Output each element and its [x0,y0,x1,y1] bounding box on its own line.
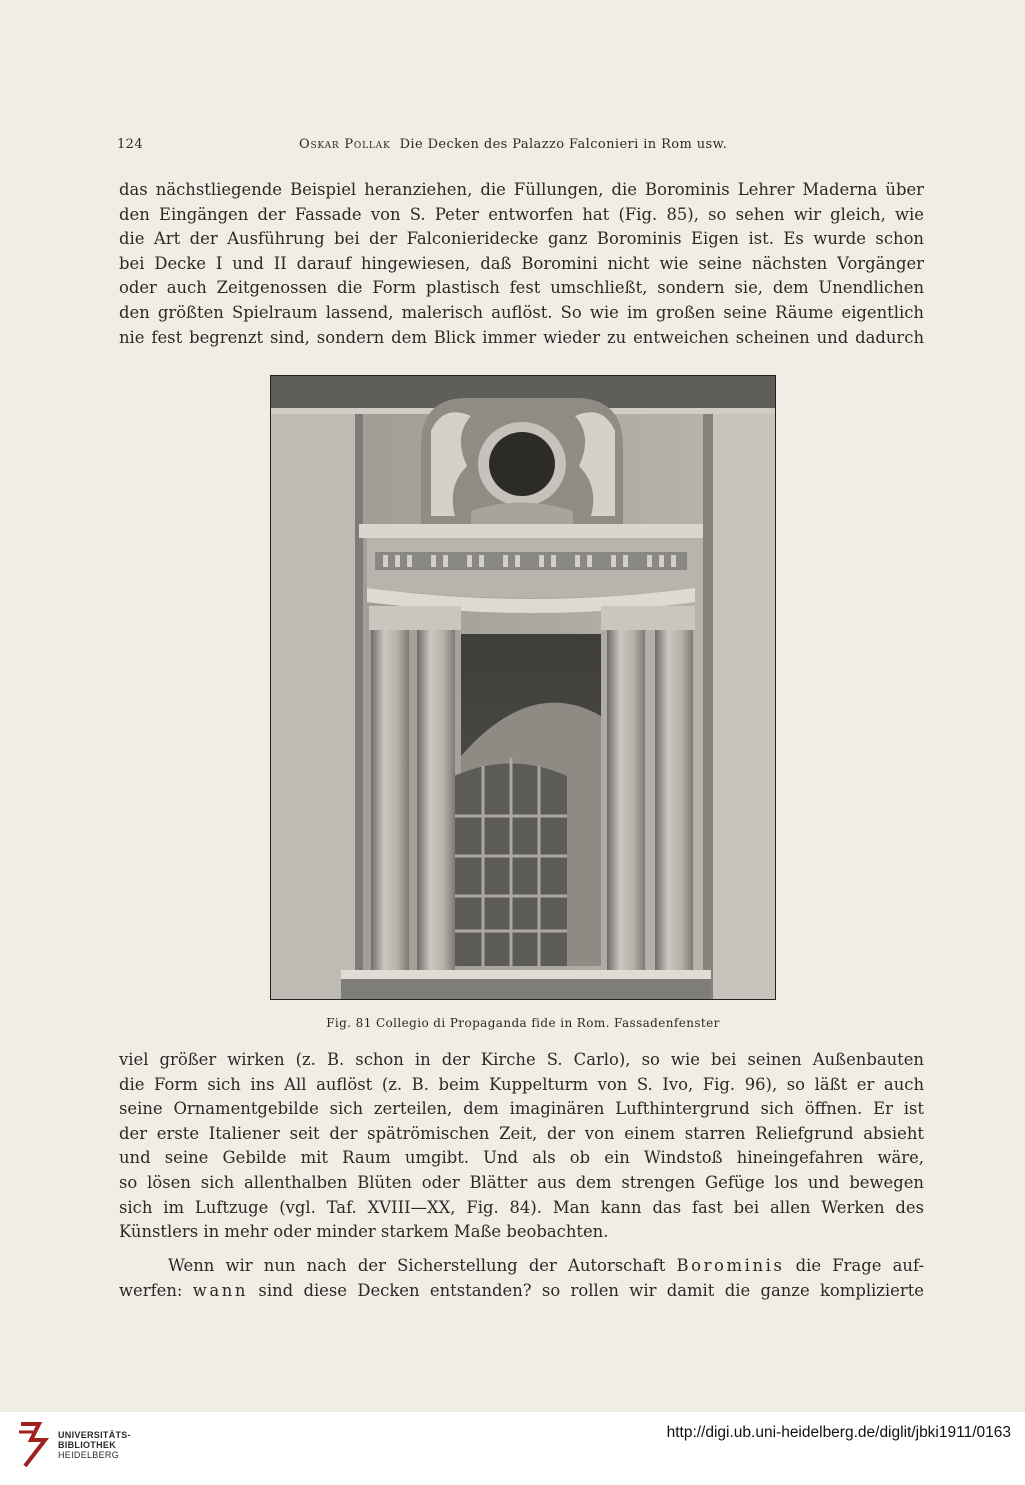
page-number: 124 [117,137,144,152]
source-url-link[interactable]: http://digi.ub.uni-heidelberg.de/diglit/jbki1911/0163 [666,1424,1011,1441]
text-line: das nächstliegende Beispiel heranziehen, die Füllungen, die Borominis Lehrer Maderna über [119,180,924,199]
paragraph-3 [119,1254,924,1303]
digitization-footer [0,1412,1025,1485]
paragraph-2 [119,1048,924,1245]
text-line: den größten Spielraum lassend, malerisch auflöst. So wie im großen seine Räume eigentlich [119,302,924,322]
text-fragment: sind diese Decken entstanden? so rollen wir damit die ganze komplizierte [248,1280,924,1300]
figure-photograph [270,375,776,1000]
spaced-word: wann [192,1280,249,1300]
text-line: seine Ornamentgebilde sich zerteilen, dem imaginären Lufthintergrund sich öffnen. Er ist [119,1099,924,1119]
text-line: so lösen sich allenthalben Blüten oder Blätter aus dem strengen Gefüge los und bewegen [119,1172,924,1192]
facade-window-illustration [271,376,775,999]
running-head [117,137,753,157]
text-line: viel größer wirken (z. B. schon in der Kirche S. Carlo), so wie bei seinen Außenbauten [119,1050,924,1069]
text-line [119,1279,924,1304]
author-name: Oskar Pollak [299,137,391,152]
text-line: die Art der Ausführung bei der Falconieridecke ganz Borominis Eigen ist. Es wurde schon [119,229,924,249]
library-line-3: HEIDELBERG [58,1450,120,1460]
figure-caption: Fig. 81 Collegio di Propaganda fide in Rom. Fassadenfenster [326,1016,720,1030]
text-line: und seine Gebilde mit Raum umgibt. Und als ob ein Windstoß hineingefahren wäre, [119,1148,924,1168]
article-title: Die Decken des Palazzo Falconieri in Rom usw. [399,137,728,152]
library-line-2: BIBLIOTHEK [58,1440,116,1450]
text-line: Künstlers in mehr oder minder starkem Maße beobachten. [119,1222,609,1242]
text-line: die Form sich ins All auflöst (z. B. beim Kuppelturm von S. Ivo, Fig. 96), so läßt er auch [119,1074,924,1094]
library-logo-icon[interactable] [15,1420,53,1470]
text-line: nie fest begrenzt sind, sondern dem Blick immer wieder zu entweichen scheinen und dadurch [119,327,924,347]
text-line: bei Decke I und II darauf hingewiesen, daß Boromini nicht wie seine nächsten Vorgänger [119,253,924,273]
text-line: der erste Italiener seit der spätrömischen Zeit, der von einem starren Reliefgrund absieht [119,1123,924,1143]
text-line: sich im Luftzuge (vgl. Taf. XVIII—XX, Fig. 84). Man kann das fast bei allen Werken des [119,1197,924,1217]
library-name[interactable] [58,1430,131,1460]
paragraph-1 [119,178,924,350]
running-title [299,137,727,152]
text-line [119,1254,924,1279]
text-fragment: werfen: [119,1280,193,1300]
text-line: den Eingängen der Fassade von S. Peter entworfen hat (Fig. 85), so sehen wir gleich, wie [119,204,924,224]
text-fragment: die Frage auf- [784,1256,924,1275]
library-line-1: UNIVERSITÄTS- [58,1430,131,1440]
text-fragment: Wenn wir nun nach der Sicherstellung der Autorschaft [168,1256,677,1275]
text-line: oder auch Zeitgenossen die Form plastisch fest umschließt, sondern sie, dem Unendlichen [119,278,924,298]
spaced-name: Borominis [676,1256,785,1275]
